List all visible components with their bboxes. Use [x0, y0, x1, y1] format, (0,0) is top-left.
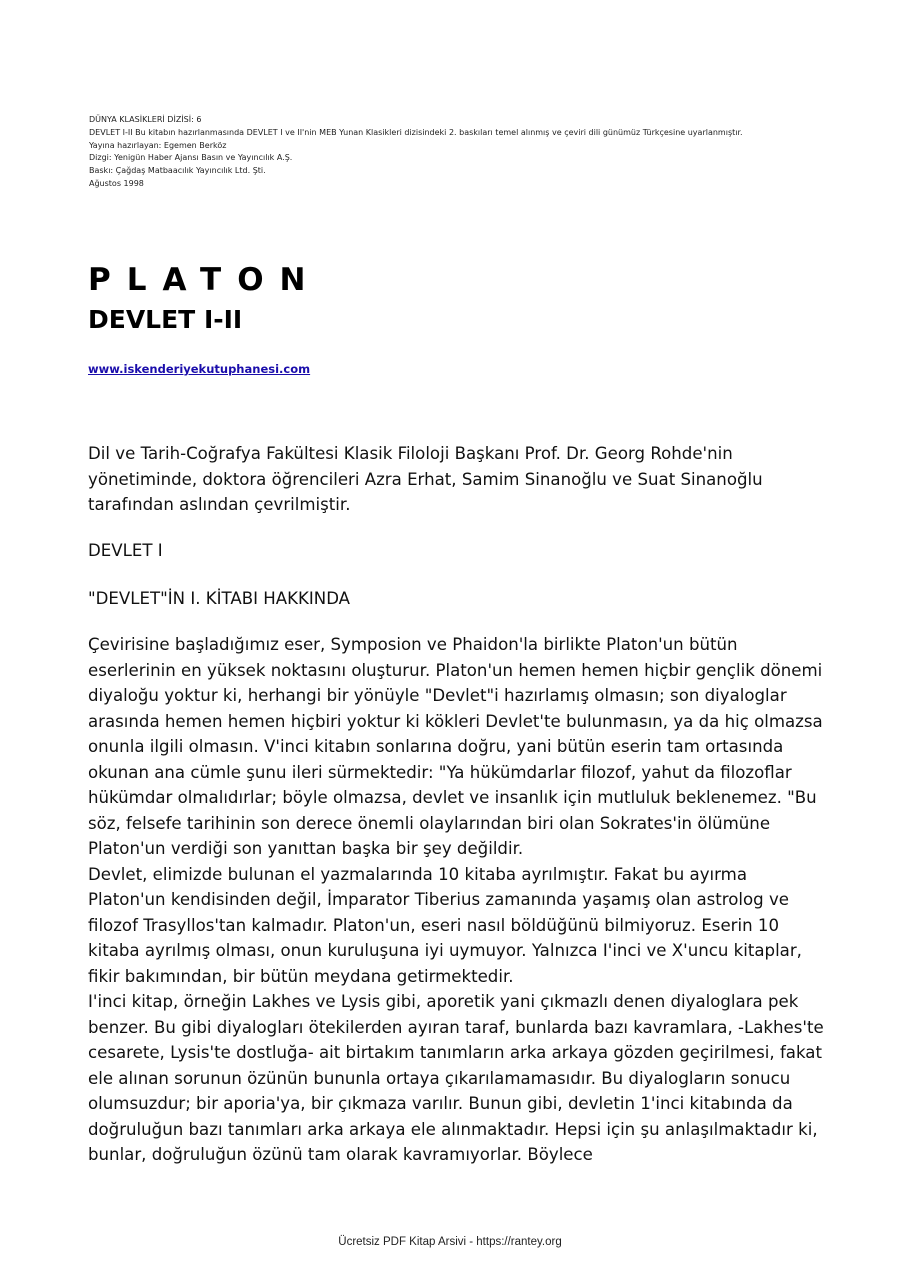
- printing-line: Baskı: Çağdaş Matbaacılık Yayıncılık Ltd. Şti.: [89, 166, 266, 176]
- series-line: DÜNYA KLASİKLERİ DİZİSİ: 6: [89, 115, 202, 124]
- paragraph-1: Çevirisine başladığımız eser, Symposion ve Phaidon'la birlikte Platon'un bütün eserlerinin en yüksek noktasını oluşturur. Platon'un hemen hemen hiçbir gençlik dönemi diyaloğu yoktur ki, herhangi bir yönüyle "Devlet"i hazırlamış olmasın; son diyaloglar arasında hemen hemen hiçbiri yoktur ki kökleri Devlet'te bulunmasın, ya da hiç olmazsa onunla ilgili olmasın. V'inci kitabın sonlarına doğru, yani bütün eserin tam ortasında okunan ana cümle şunu ileri sürmektedir: "Ya hükümdarlar filozof, yahut da filozoflar hükümdar olmalıdırlar; böyle olmazsa, devlet ve insanlık için mutluluk beklenemez. "Bu söz, felsefe tarihinin son derece önemli olaylarından biri olan Sokrates'in ölümüne Platon'un verdiği son yanıttan başka bir şey değildir.: [88, 635, 823, 858]
- editor-line: Yayına hazırlayan: Egemen Berköz: [89, 140, 227, 150]
- intro-paragraph: Dil ve Tarih-Coğrafya Fakültesi Klasik Filoloji Başkanı Prof. Dr. Georg Rohde'nin yönetiminde, doktora öğrencileri Azra Erhat, Samim Sinanoğlu ve Suat Sinanoğlu tarafından aslından çevrilmiştir.: [88, 444, 763, 514]
- page-footer: Ücretsiz PDF Kitap Arsivi - https://rantey.org: [338, 1236, 562, 1248]
- book-title: DEVLET I-II: [88, 305, 243, 334]
- publication-info: [89, 114, 849, 191]
- paragraph-2: Devlet, elimizde bulunan el yazmalarında 10 kitaba ayrılmıştır. Fakat bu ayırma Platon'un kendisinden değil, İmparator Tiberius zamanında yaşamış olan astrolog ve filozof Trasyllos'tan kalmadır. Platon'un, eseri nasıl böldüğünü bilmiyoruz. Eserin 10 kitaba ayrılmış olması, onun kuruluşuna iyi uymuyor. Yalnızca I'inci ve X'uncu kitaplar, fikir bakımından, bir bütün meydana getirmektedir.: [88, 864, 802, 986]
- translation-credit: [88, 441, 828, 518]
- website-link[interactable]: www.iskenderiyekutuphanesi.com: [88, 362, 311, 376]
- paragraph-3: I'inci kitap, örneğin Lakhes ve Lysis gibi, aporetik yani çıkmazlı denen diyaloglara pek benzer. Bu gibi diyalogları ötekilerden ayıran taraf, bunlarda bazı kavramlara, -Lakhes'te cesarete, Lysis'te dostluğa- ait birtakım tanımların arka arkaya gözden geçirilmesi, fakat ele alınan sorunun özünün bununla ortaya çıkarılamamasıdır. Bu diyalogların sonucu olumsuzdur; bir aporia'ya, bir çıkmaza varılır. Bunun gibi, devletin 1'inci kitabında da doğruluğun bazı tanımları arka arkaya ele alınmaktadır. Hepsi için şu anlaşılmaktadır ki, bunlar, doğruluğun özünü tam olarak kavramıyorlar. Böylece: [88, 992, 824, 1164]
- section-heading: DEVLET I: [88, 541, 163, 560]
- date-line: Ağustos 1998: [89, 178, 144, 188]
- author-name: PLATON: [88, 262, 322, 298]
- edition-note: DEVLET I-II Bu kitabın hazırlanmasında DEVLET I ve II'nin MEB Yunan Klasikleri dizisindeki 2. baskıları temel alınmış ve çeviri dili günümüz Türkçesine uyarlanmıştır.: [89, 127, 743, 137]
- typesetting-line: Dizgi: Yenigün Haber Ajansı Basın ve Yayıncılık A.Ş.: [89, 153, 293, 163]
- main-text: [88, 632, 828, 1168]
- subsection-heading: "DEVLET"İN I. KİTABI HAKKINDA: [88, 589, 351, 608]
